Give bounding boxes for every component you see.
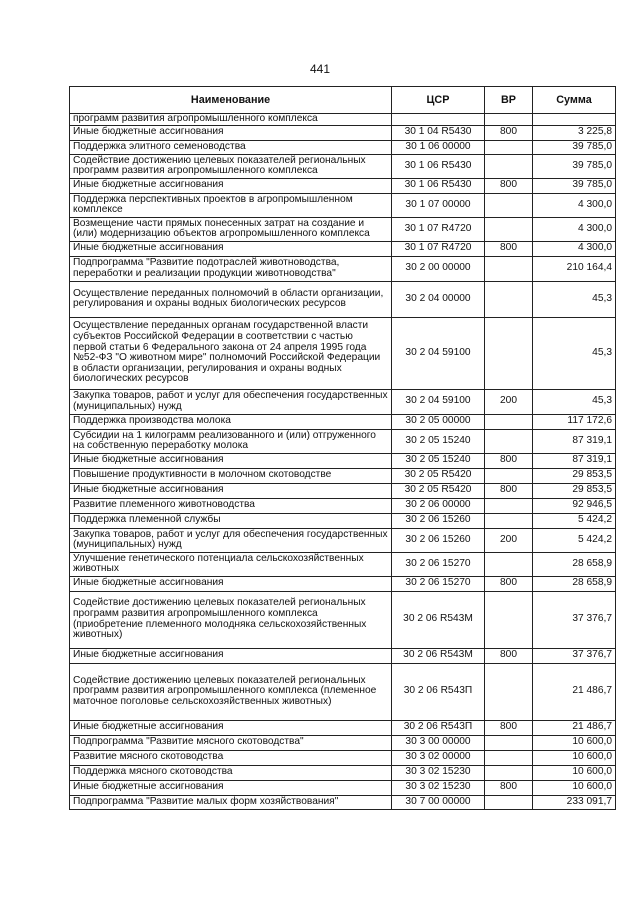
cell-sum: 87 319,1: [533, 429, 616, 453]
table-row: [70, 663, 616, 720]
cell-sum: 29 853,5: [533, 468, 616, 483]
table-body: [70, 114, 616, 810]
cell-vr: 800: [485, 576, 533, 591]
cell-sum: 3 225,8: [533, 125, 616, 140]
cell-csr: 30 1 04 R5430: [392, 125, 485, 140]
cell-sum: 29 853,5: [533, 483, 616, 498]
cell-name: Улучшение генетического потенциала сельскохозяйственных животных: [70, 552, 392, 576]
cell-name: Развитие мясного скотоводства: [70, 750, 392, 765]
cell-vr: [485, 750, 533, 765]
cell-csr: 30 1 07 R4720: [392, 241, 485, 256]
cell-sum: 45,3: [533, 317, 616, 389]
cell-name: Содействие достижению целевых показателей региональных программ развития агропромышленного комплекса: [70, 154, 392, 178]
table-row: [70, 193, 616, 217]
cell-csr: 30 2 04 59100: [392, 317, 485, 389]
cell-name: Осуществление переданных полномочий в области организации, регулирования и охраны водных биологических ресурсов: [70, 281, 392, 317]
cell-name: Иные бюджетные ассигнования: [70, 241, 392, 256]
cell-csr: 30 1 06 00000: [392, 140, 485, 154]
cell-name: Подпрограмма "Развитие малых форм хозяйствования": [70, 795, 392, 809]
cell-sum: 4 300,0: [533, 193, 616, 217]
table-row: [70, 178, 616, 193]
cell-name: Поддержка производства молока: [70, 414, 392, 429]
cell-name: Закупка товаров, работ и услуг для обеспечения государственных (муниципальных) нужд: [70, 528, 392, 552]
cell-csr: 30 3 02 00000: [392, 750, 485, 765]
table-row: [70, 735, 616, 750]
cell-vr: 200: [485, 528, 533, 552]
table-row: [70, 317, 616, 389]
cell-name: Поддержка перспективных проектов в агропромышленном комплексе: [70, 193, 392, 217]
cell-name: Иные бюджетные ассигнования: [70, 780, 392, 795]
cell-csr: 30 2 05 15240: [392, 453, 485, 468]
cell-vr: 800: [485, 241, 533, 256]
table-row: [70, 765, 616, 780]
cell-csr: 30 2 06 R543П: [392, 720, 485, 735]
cell-vr: [485, 140, 533, 154]
table-row: [70, 795, 616, 809]
cell-name: Иные бюджетные ассигнования: [70, 576, 392, 591]
cell-sum: 39 785,0: [533, 154, 616, 178]
cell-vr: [485, 735, 533, 750]
cell-vr: [485, 663, 533, 720]
cell-name: Содействие достижению целевых показателей региональных программ развития агропромышленного комплекса (приобретение племенного молодняка сельскохозяйственных животных): [70, 591, 392, 648]
cell-sum: 87 319,1: [533, 453, 616, 468]
header-sum: Сумма: [533, 87, 616, 114]
cell-name: Иные бюджетные ассигнования: [70, 125, 392, 140]
table-row: [70, 591, 616, 648]
cell-name: Иные бюджетные ассигнования: [70, 648, 392, 663]
cell-sum: 10 600,0: [533, 735, 616, 750]
cell-vr: [485, 256, 533, 281]
table-row: [70, 750, 616, 765]
table-row: [70, 125, 616, 140]
table-row: [70, 281, 616, 317]
cell-vr: [485, 193, 533, 217]
cell-name: Поддержка племенной службы: [70, 513, 392, 528]
page-number: 441: [309, 62, 331, 76]
table-row: [70, 498, 616, 513]
cell-csr: 30 1 06 R5430: [392, 178, 485, 193]
cell-vr: 800: [485, 178, 533, 193]
cell-vr: [485, 498, 533, 513]
cell-sum: 4 300,0: [533, 217, 616, 241]
cell-name: Содействие достижению целевых показателей региональных программ развития агропромышленного комплекса (племенное маточное поголовье сельскохозяйственных животных): [70, 663, 392, 720]
cell-name: Подпрограмма "Развитие мясного скотоводства": [70, 735, 392, 750]
cell-vr: [485, 513, 533, 528]
cell-sum: 21 486,7: [533, 720, 616, 735]
cell-csr: 30 1 07 00000: [392, 193, 485, 217]
cell-name: Осуществление переданных органам государственной власти субъектов Российской Федерации в соответствии с частью первой статьи 6 Федерального закона от 24 апреля 1995 года №52-ФЗ "О животном мире" полномочий Российской Федерации в области организации, регулирования и охраны водных биологических ресурсов: [70, 317, 392, 389]
cell-sum: 5 424,2: [533, 513, 616, 528]
cell-vr: [485, 281, 533, 317]
cell-sum: 117 172,6: [533, 414, 616, 429]
cell-vr: [485, 591, 533, 648]
table-row: [70, 780, 616, 795]
cell-csr: 30 1 06 R5430: [392, 154, 485, 178]
table-row: [70, 552, 616, 576]
cell-name: программ развития агропромышленного комплекса: [70, 114, 392, 126]
header-vr: ВР: [485, 87, 533, 114]
cell-vr: 800: [485, 125, 533, 140]
cell-name: Иные бюджетные ассигнования: [70, 483, 392, 498]
cell-sum: 21 486,7: [533, 663, 616, 720]
cell-vr: 800: [485, 453, 533, 468]
table-row: [70, 528, 616, 552]
table-row: [70, 154, 616, 178]
cell-name: Субсидии на 1 килограмм реализованного и (или) отгруженного на собственную переработку молока: [70, 429, 392, 453]
cell-csr: 30 2 05 R5420: [392, 483, 485, 498]
cell-vr: 800: [485, 720, 533, 735]
header-name: Наименование: [70, 87, 392, 114]
cell-sum: 39 785,0: [533, 140, 616, 154]
cell-csr: [392, 114, 485, 126]
cell-csr: 30 3 02 15230: [392, 765, 485, 780]
cell-sum: 10 600,0: [533, 750, 616, 765]
table-row: [70, 241, 616, 256]
cell-csr: 30 2 05 00000: [392, 414, 485, 429]
cell-csr: 30 3 02 15230: [392, 780, 485, 795]
cell-csr: 30 2 06 R543М: [392, 648, 485, 663]
cell-sum: 28 658,9: [533, 576, 616, 591]
cell-csr: 30 2 06 R543М: [392, 591, 485, 648]
table-row: [70, 483, 616, 498]
cell-csr: 30 2 00 00000: [392, 256, 485, 281]
cell-sum: 39 785,0: [533, 178, 616, 193]
table-row: [70, 720, 616, 735]
table-row: [70, 429, 616, 453]
cell-vr: [485, 217, 533, 241]
cell-sum: 37 376,7: [533, 591, 616, 648]
cell-sum: 5 424,2: [533, 528, 616, 552]
table-row: [70, 114, 616, 126]
cell-vr: [485, 114, 533, 126]
cell-name: Возмещение части прямых понесенных затрат на создание и (или) модернизацию объектов агропромышленного комплекса: [70, 217, 392, 241]
table-row: [70, 453, 616, 468]
cell-vr: 800: [485, 483, 533, 498]
cell-csr: 30 2 04 00000: [392, 281, 485, 317]
cell-vr: [485, 552, 533, 576]
cell-sum: 45,3: [533, 389, 616, 414]
cell-csr: 30 1 07 R4720: [392, 217, 485, 241]
cell-vr: [485, 429, 533, 453]
table-row: [70, 513, 616, 528]
cell-sum: 28 658,9: [533, 552, 616, 576]
cell-sum: 37 376,7: [533, 648, 616, 663]
cell-vr: [485, 765, 533, 780]
budget-table: [69, 86, 616, 810]
cell-sum: [533, 114, 616, 126]
cell-csr: 30 2 05 R5420: [392, 468, 485, 483]
cell-vr: [485, 795, 533, 809]
cell-csr: 30 2 06 15260: [392, 513, 485, 528]
table-row: [70, 648, 616, 663]
table-row: [70, 256, 616, 281]
cell-name: Повышение продуктивности в молочном скотоводстве: [70, 468, 392, 483]
table-row: [70, 389, 616, 414]
cell-name: Поддержка мясного скотоводства: [70, 765, 392, 780]
table-row: [70, 576, 616, 591]
cell-vr: 800: [485, 648, 533, 663]
cell-vr: [485, 468, 533, 483]
cell-vr: [485, 317, 533, 389]
cell-csr: 30 2 06 15260: [392, 528, 485, 552]
cell-sum: 4 300,0: [533, 241, 616, 256]
cell-csr: 30 3 00 00000: [392, 735, 485, 750]
table-row: [70, 414, 616, 429]
cell-name: Иные бюджетные ассигнования: [70, 178, 392, 193]
cell-name: Развитие племенного животноводства: [70, 498, 392, 513]
cell-csr: 30 7 00 00000: [392, 795, 485, 809]
cell-name: Иные бюджетные ассигнования: [70, 720, 392, 735]
cell-name: Поддержка элитного семеноводства: [70, 140, 392, 154]
cell-csr: 30 2 06 R543П: [392, 663, 485, 720]
cell-sum: 10 600,0: [533, 765, 616, 780]
cell-name: Иные бюджетные ассигнования: [70, 453, 392, 468]
cell-vr: [485, 414, 533, 429]
cell-vr: [485, 154, 533, 178]
cell-sum: 210 164,4: [533, 256, 616, 281]
cell-sum: 92 946,5: [533, 498, 616, 513]
cell-vr: 200: [485, 389, 533, 414]
header-csr: ЦСР: [392, 87, 485, 114]
table-row: [70, 140, 616, 154]
cell-csr: 30 2 06 15270: [392, 552, 485, 576]
cell-name: Подпрограмма "Развитие подотраслей животноводства, переработки и реализации продукции животноводства": [70, 256, 392, 281]
cell-name: Закупка товаров, работ и услуг для обеспечения государственных (муниципальных) нужд: [70, 389, 392, 414]
table-row: [70, 468, 616, 483]
cell-sum: 233 091,7: [533, 795, 616, 809]
cell-vr: 800: [485, 780, 533, 795]
cell-csr: 30 2 06 00000: [392, 498, 485, 513]
cell-csr: 30 2 06 15270: [392, 576, 485, 591]
cell-sum: 45,3: [533, 281, 616, 317]
cell-sum: 10 600,0: [533, 780, 616, 795]
table-row: [70, 217, 616, 241]
cell-csr: 30 2 04 59100: [392, 389, 485, 414]
table-header-row: [70, 87, 616, 114]
cell-csr: 30 2 05 15240: [392, 429, 485, 453]
